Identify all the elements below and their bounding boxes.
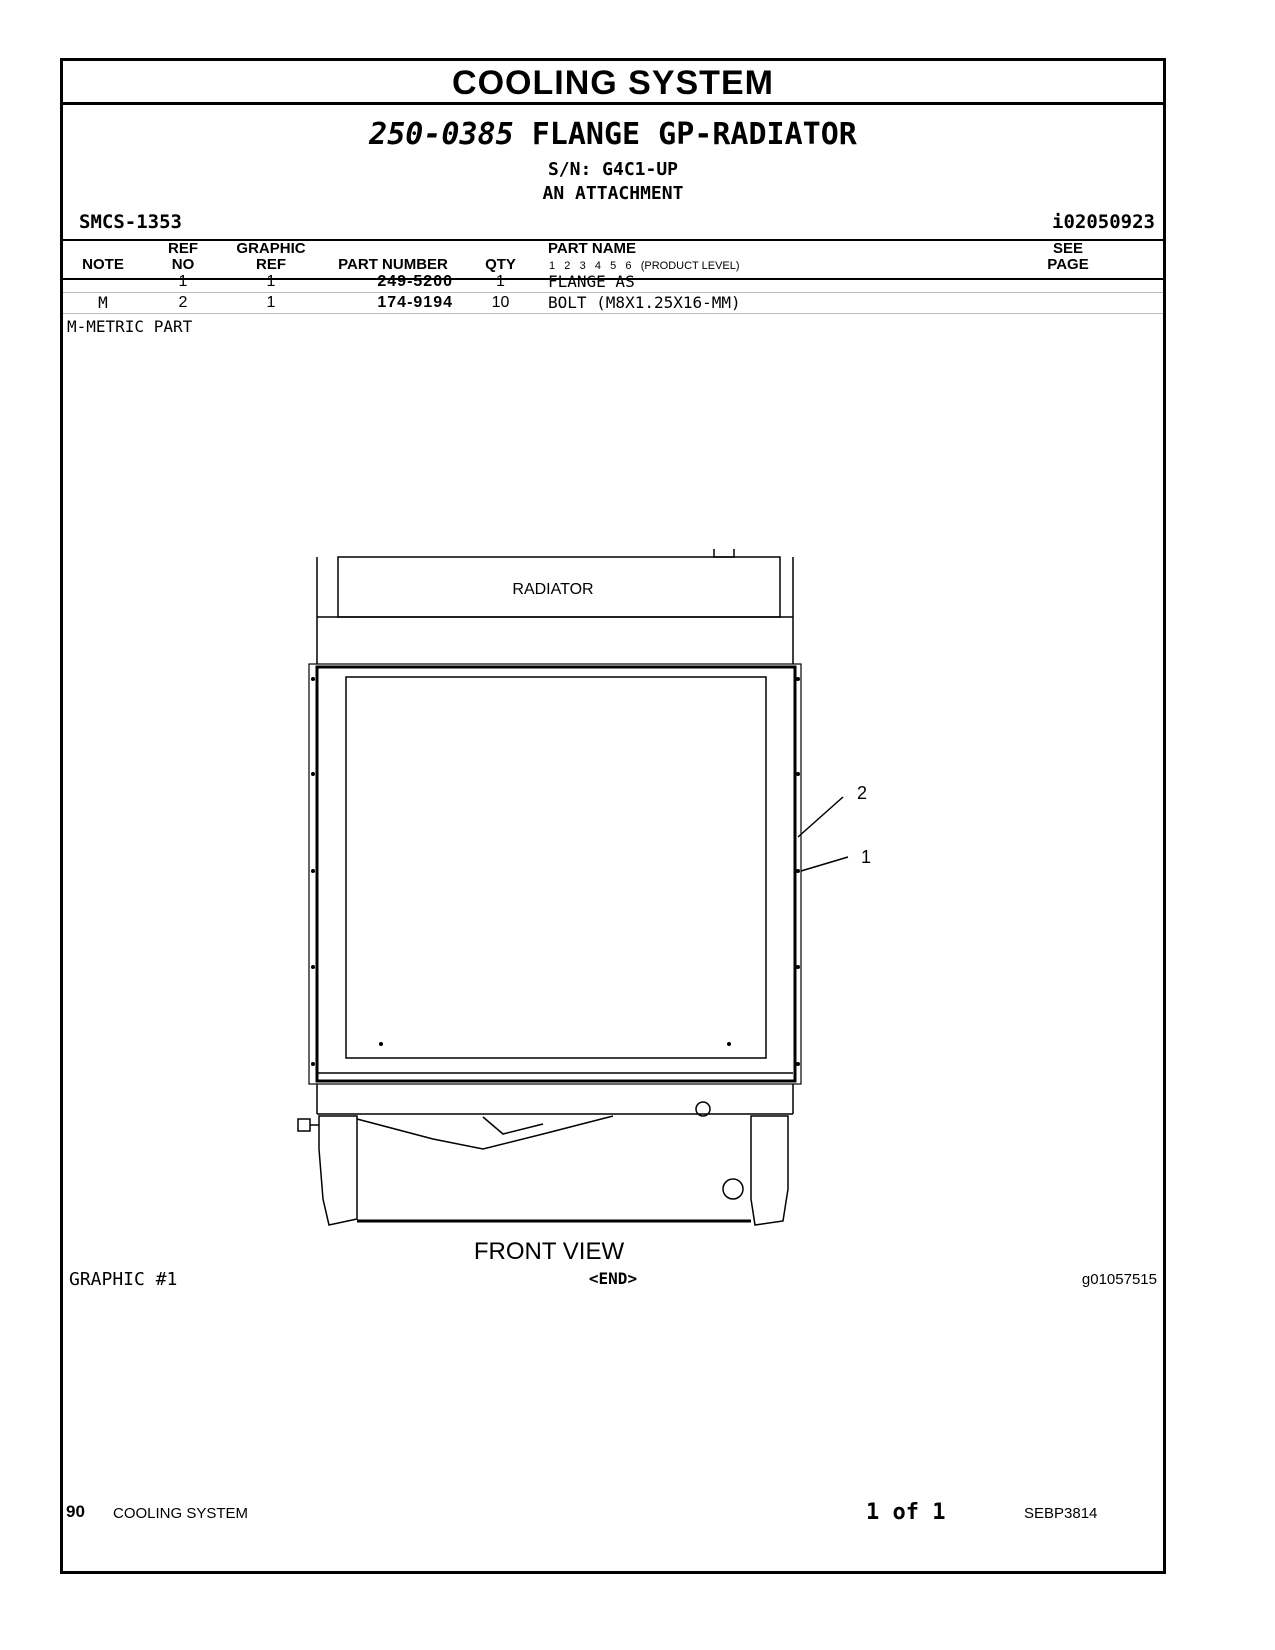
col-qty: QTY [485,256,516,273]
row-part-number: 174-9194 [377,294,453,311]
col-graphic-ref-top: GRAPHIC [236,240,306,257]
group-title [63,117,1163,152]
callout-1: 1 [861,847,872,867]
smcs-code: SMCS-1353 [79,211,182,233]
col-part-number: PART NUMBER [338,256,448,273]
section-title: COOLING SYSTEM [63,61,1163,105]
row-part-number: 249-5200 [377,273,453,290]
row-ref: 1 [178,273,188,290]
attachment-qualifier: AN ATTACHMENT [542,183,684,204]
radiator-front-view-drawing [293,549,893,1269]
graphic-label: GRAPHIC #1 [69,1269,178,1290]
info-number: i02050923 [1052,211,1155,233]
row-graphic-ref: 1 [266,294,276,311]
col-ref-top: REF [168,240,198,257]
row-qty: 1 [496,273,505,290]
callout-2: 2 [857,783,868,803]
row-part-name: BOLT (M8X1.25X16-MM) [548,293,741,312]
row-graphic-ref: 1 [266,273,276,290]
row-part-name: FLANGE AS [548,272,635,291]
footer-section: COOLING SYSTEM [113,1505,249,1522]
metric-footnote: M-METRIC PART [67,317,193,336]
col-note: NOTE [82,256,124,273]
col-see-page-top: SEE [1052,240,1083,257]
col-graphic-ref-bottom: REF [256,256,286,273]
view-caption: FRONT VIEW [473,1238,625,1265]
group-name: FLANGE GP-RADIATOR [531,117,857,152]
table-row [63,292,1163,314]
col-see-page-bottom: PAGE [1047,256,1089,273]
page-number: 90 [66,1502,85,1521]
serial-number: S/N: G4C1-UP [547,159,679,180]
col-part-name: PART NAME [548,240,637,257]
row-note: M [98,293,108,312]
group-part-number: 250-0385 [369,117,514,152]
product-level-header: 1 2 3 4 5 6 (PRODUCT LEVEL) [549,260,740,272]
row-ref: 2 [178,294,188,311]
end-marker: <END> [588,1269,638,1288]
document-number: SEBP3814 [1024,1505,1098,1522]
page-frame [60,58,1166,1574]
pagination: 1 of 1 [866,1500,946,1525]
radiator-label: RADIATOR [512,581,594,598]
row-qty: 10 [491,294,510,311]
table-row [63,271,1163,293]
graphic-id: g01057515 [1081,1271,1157,1288]
col-ref-bottom: NO [171,256,195,273]
